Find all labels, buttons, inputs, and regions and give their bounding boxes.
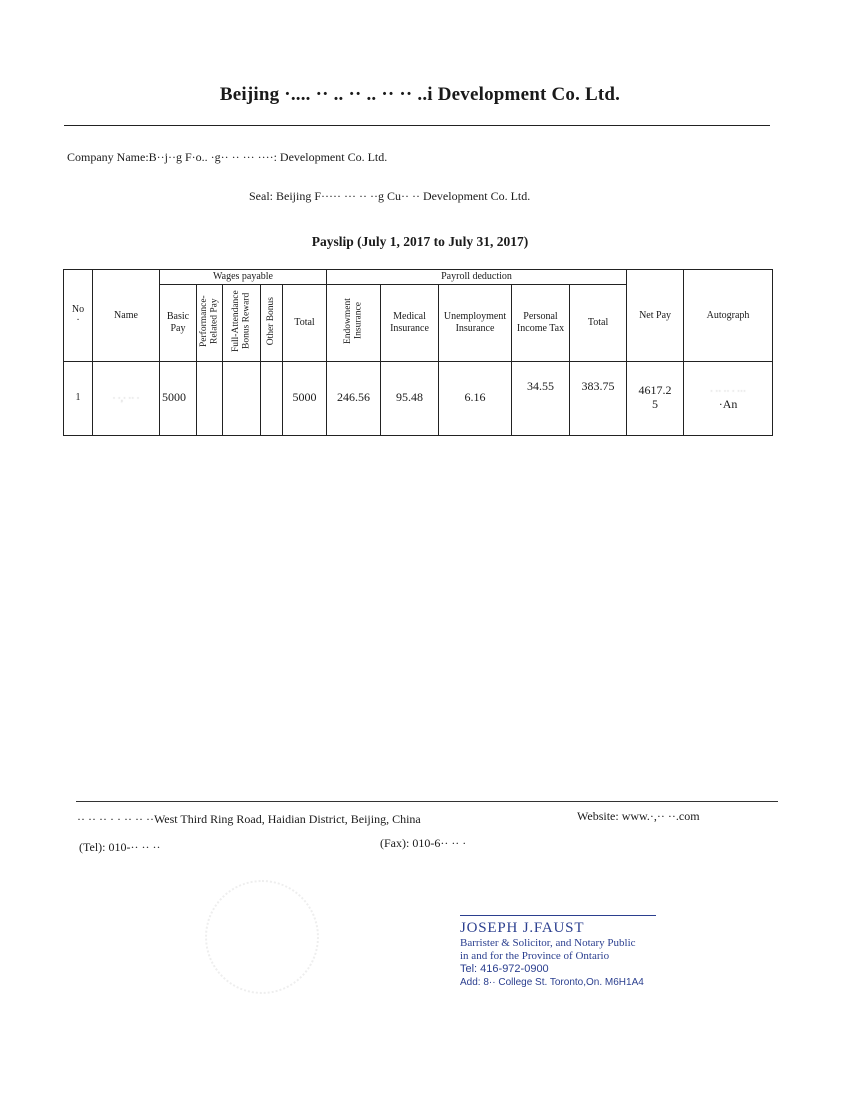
- notary-address: Add: 8·· College St. Toronto,On. M6H1A4: [460, 977, 644, 988]
- cell-attendance: [223, 361, 261, 435]
- col-header-name: Name: [93, 270, 160, 362]
- footer-address: ·· ·· ·· · · ·· ·· ··West Third Ring Road, Haidian District, Beijing, China: [77, 812, 421, 826]
- cell-name-text: · ·,· ·· ·: [112, 393, 140, 404]
- group-header-wages: Wages payable: [160, 270, 327, 285]
- table-group-header-row: [64, 270, 773, 285]
- col-header-attendance-label: Full-Attendance Bonus Reward: [231, 290, 252, 352]
- col-header-wage-total: Total: [283, 285, 327, 362]
- cell-wage-total: 5000: [283, 361, 327, 435]
- notary-stamp-line: [460, 915, 656, 916]
- footer-divider: [76, 801, 778, 802]
- cell-unemployment: 6.16: [439, 361, 512, 435]
- cell-medical: 95.48: [381, 361, 439, 435]
- footer-website: Website: www.·,·· ··.com: [577, 809, 700, 823]
- col-header-no: [64, 270, 93, 362]
- company-header-title: Beijing ·.... ·· .. ·· .. ·· ·· ..i Development Co. Ltd.: [219, 84, 621, 105]
- group-header-deduction: Payroll deduction: [327, 270, 627, 285]
- cell-net-pay-line1: 4617.2: [638, 383, 672, 398]
- col-header-performance-label: Performance-Related Pay: [199, 295, 220, 347]
- col-header-net-pay: Net Pay: [627, 270, 684, 362]
- col-header-performance: [197, 285, 223, 362]
- cell-autograph: [684, 361, 773, 435]
- faded-seal-mark: [205, 880, 319, 994]
- col-header-endowment: [327, 285, 381, 362]
- cell-basic-pay: 5000: [160, 361, 197, 435]
- footer-tel: (Tel): 010-·· ·· ··: [79, 840, 161, 854]
- cell-net-pay-line2: 5: [652, 397, 659, 411]
- cell-autograph-line1: · ·· ·· · ···: [710, 386, 747, 397]
- cell-endowment: 246.56: [327, 361, 381, 435]
- col-header-other-bonus: [261, 285, 283, 362]
- company-name-line: Company Name:B··j··g F·o.. ·g·· ·· ··· ····: Development Co. Ltd.: [67, 150, 388, 164]
- col-header-other-bonus-label: Other Bonus: [266, 296, 277, 346]
- col-header-deduction-total: Total: [570, 285, 627, 362]
- payslip-table: [63, 269, 773, 436]
- notary-title-line1: Barrister & Solicitor, and Notary Public: [460, 937, 636, 949]
- col-header-no-mark: ·: [76, 315, 80, 327]
- col-header-autograph: Autograph: [684, 270, 773, 362]
- col-header-endowment-label: Endowment Insurance: [343, 298, 364, 344]
- notary-tel: Tel: 416-972-0900: [460, 963, 549, 975]
- cell-other-bonus: [261, 361, 283, 435]
- notary-name: JOSEPH J.FAUST: [460, 920, 585, 936]
- seal-line: Seal: Beijing F····· ··· ·· ··g Cu·· ·· Development Co. Ltd.: [249, 189, 531, 203]
- col-header-no-label: No: [71, 303, 85, 315]
- cell-autograph-line2: ·An: [718, 397, 738, 411]
- cell-no: 1: [64, 361, 93, 435]
- cell-performance: [197, 361, 223, 435]
- footer-fax: (Fax): 010-6·· ·· ·: [380, 836, 467, 850]
- notary-stamp: [460, 915, 670, 989]
- col-header-basic-pay: Basic Pay: [160, 285, 197, 362]
- col-header-income-tax: Personal Income Tax: [512, 285, 570, 362]
- col-header-attendance: [223, 285, 261, 362]
- cell-name: [93, 361, 160, 435]
- cell-income-tax: 34.55: [512, 361, 570, 435]
- cell-deduction-total: 383.75: [570, 361, 627, 435]
- payslip-title: Payslip (July 1, 2017 to July 31, 2017): [311, 234, 529, 249]
- col-header-medical: Medical Insurance: [381, 285, 439, 362]
- table-row: [64, 361, 773, 435]
- header-divider: [64, 125, 770, 126]
- notary-title-line2: in and for the Province of Ontario: [460, 950, 610, 962]
- col-header-unemployment: Unemployment Insurance: [439, 285, 512, 362]
- cell-net-pay: [627, 361, 684, 435]
